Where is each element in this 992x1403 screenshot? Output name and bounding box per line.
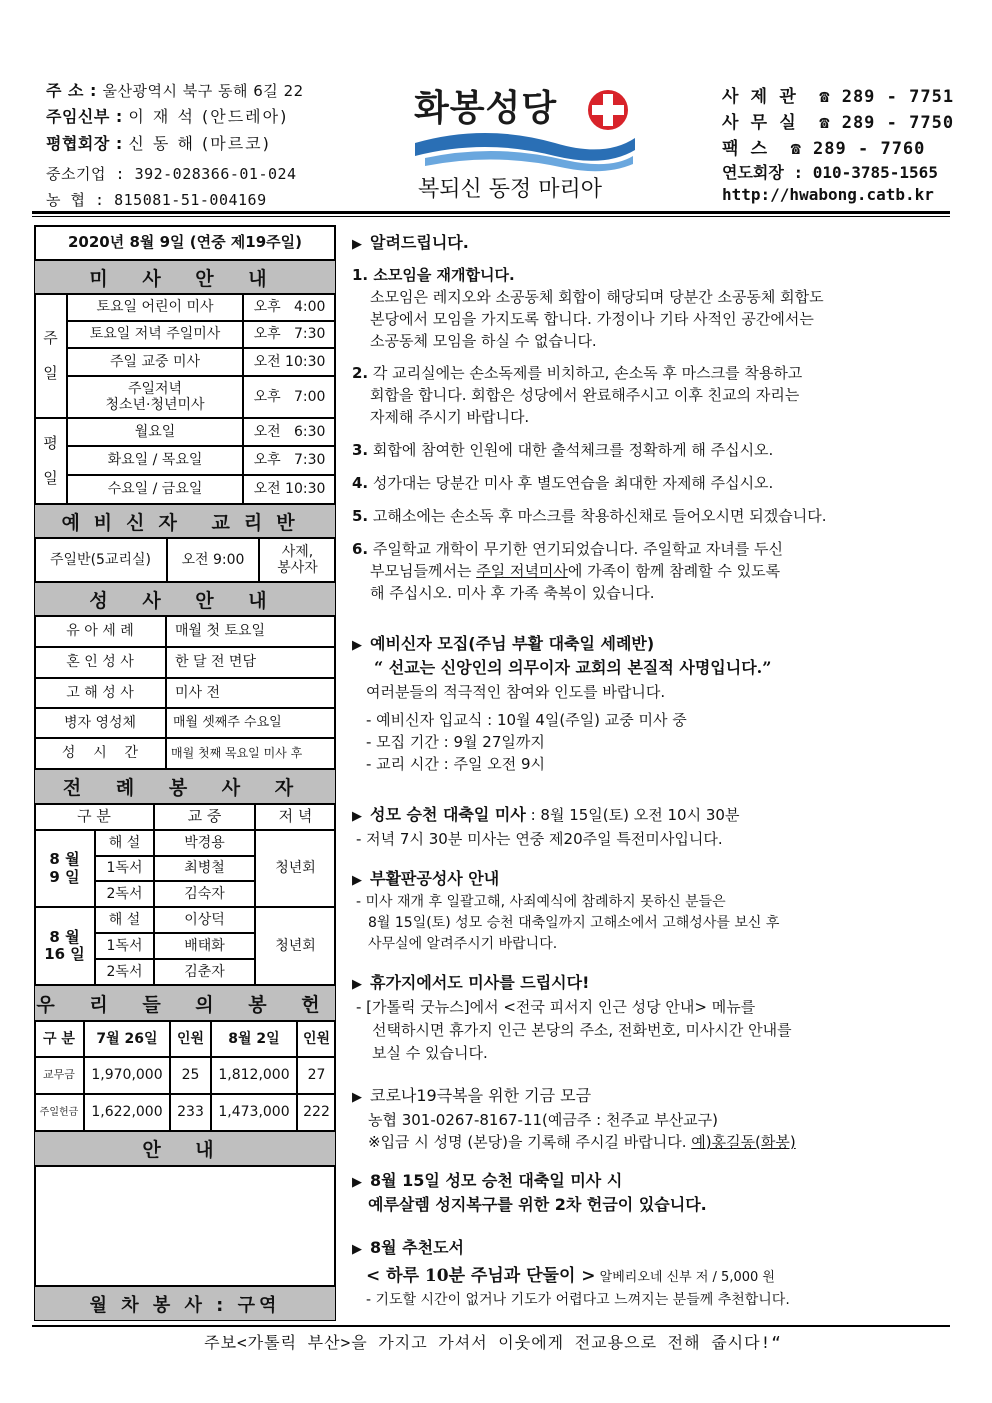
bank1-label: 중소기업 : — [46, 165, 126, 183]
collection-title: 8월 15일 성모 승천 대축일 미사 시 — [370, 1171, 623, 1190]
collection-section — [352, 1170, 942, 1216]
announce-item-4 — [352, 472, 932, 494]
recruit-quote: “ 선교는 신앙인의 의무이자 교회의 본질적 사명입니다.” — [374, 658, 772, 677]
assumption-section — [352, 804, 942, 850]
triangle-bullet-icon: ▶ — [352, 1175, 362, 1190]
triangle-bullet-icon: ▶ — [352, 1090, 362, 1105]
book-name: < 하루 10분 주님과 단둘이 > — [366, 1266, 596, 1286]
sacrament-value: 미사 전 — [166, 678, 336, 708]
contact-phone: ☎ 289 - 7751 — [819, 87, 955, 107]
pastor-line — [46, 104, 288, 127]
contact-fax — [722, 134, 925, 159]
recruit-line: 여러분들의 적극적인 참여와 인도를 바랍니다. — [366, 683, 666, 701]
announce-item-6 — [352, 538, 932, 560]
liturgy-role: 해 설 — [95, 907, 154, 933]
patron-name: 복되신 동정 마리아 — [418, 177, 603, 202]
confession-line: - 미사 재개 후 일괄고해, 사죄예식에 참례하지 못하신 분들은 — [356, 894, 726, 910]
recruit-line: - 모집 기간 : 9월 27일까지 — [366, 733, 545, 751]
mass-name: 토요일 어린이 미사 — [67, 294, 243, 321]
liturgy-person: 최병철 — [154, 856, 255, 881]
vacation-title: 휴가지에서도 미사를 드립시다! — [370, 973, 590, 992]
triangle-bullet-icon: ▶ — [352, 638, 362, 653]
offering-cell: 233 — [170, 1094, 211, 1131]
offering-cell: 1,812,000 — [211, 1057, 297, 1094]
bank1-value: 392-028366-01-024 — [134, 165, 297, 183]
liturgy-role: 1독서 — [95, 856, 154, 881]
sacrament-value: 매월 셋째주 수요일 — [166, 708, 336, 738]
item-line: 주일학교 개학이 무기한 연기되었습니다. 주일학교 자녀를 두신 — [372, 540, 784, 558]
liturgy-role: 1독서 — [95, 933, 154, 959]
item-line: 각 교리실에는 손소독제를 비치하고, 손소독 후 마스크를 착용하고 — [372, 364, 803, 382]
address-label: 주 소 : — [46, 81, 97, 100]
announce-item-3 — [352, 439, 932, 461]
item-number: 1. — [352, 266, 369, 284]
item-line: 본당에서 모임을 가지도록 합니다. 가정이나 기타 사적인 공간에서는 — [370, 310, 814, 328]
pastor-value: 이 재 석 (안드레아) — [128, 107, 289, 126]
item-line: 소모임을 재개합니다. — [373, 266, 515, 284]
council-label: 평협회장 : — [46, 134, 123, 153]
mass-name: 주일저녁 청소년·청년미사 — [67, 376, 243, 418]
bank2-label: 농 협 : — [46, 191, 105, 209]
item-line: 자제해 주시기 바랍니다. — [370, 408, 530, 426]
mass-name: 월요일 — [67, 418, 243, 446]
announce-item-5 — [352, 505, 932, 527]
triangle-bullet-icon: ▶ — [352, 977, 362, 992]
item-line: 회합을 합니다. 회합은 성당에서 완료해주시고 이후 친교의 자리는 — [370, 386, 800, 404]
notice-box — [34, 1166, 336, 1286]
book-line: - 기도할 시간이 없거나 기도가 어렵다고 느껴지는 분들께 추천합니다. — [366, 1292, 790, 1308]
header-rule-thick — [32, 211, 950, 214]
book-title: 8월 추천도서 — [370, 1238, 464, 1257]
sacrament-name: 유 아 세 례 — [34, 616, 166, 647]
website-url[interactable]: http://hwabong.catb.kr — [722, 185, 934, 204]
monthly-service: 월 차 봉 사 : 구역 — [34, 1286, 336, 1321]
notice-section-title: 안 내 — [34, 1131, 336, 1166]
offering-header: 7월 26일 — [84, 1021, 170, 1057]
liturgy-section-title: 전 례 봉 사 자 — [34, 769, 336, 804]
corona-title: 코로나19극복을 위한 기금 모금 — [370, 1086, 592, 1105]
mass-time: 오후 7:30 — [243, 446, 336, 475]
date-line: 2020년 8월 9일 (연중 제19주일) — [34, 225, 336, 260]
recruit-line: - 예비신자 입교식 : 10월 4일(주일) 교중 미사 중 — [366, 711, 687, 729]
contact-phone: ☎ 289 - 7760 — [790, 139, 926, 159]
church-name: 화봉성당 — [414, 88, 558, 129]
footer-text: 주보<가톨릭 부산>을 가지고 가셔서 이웃에게 전교용으로 전해 줍시다!“ — [204, 1333, 782, 1352]
offering-cell: 27 — [297, 1057, 336, 1094]
mass-name: 화요일 / 목요일 — [67, 446, 243, 475]
assumption-detail: : 8월 15일(토) 오전 10시 30분 — [525, 806, 740, 824]
liturgy-role: 2독서 — [95, 959, 154, 985]
council-value: 신 동 해 (마르코) — [128, 134, 271, 153]
vacation-line: - [가톨릭 굿뉴스]에서 <전국 피서지 인근 성당 안내> 메뉴를 — [356, 998, 756, 1016]
sacrament-section-title: 성 사 안 내 — [34, 582, 336, 616]
recruit-section — [352, 633, 942, 775]
contact-rectory — [722, 82, 954, 107]
liturgy-evening: 청년회 — [255, 830, 336, 907]
council-line — [46, 131, 271, 154]
announce-title: 알려드립니다. — [370, 233, 469, 252]
recruit-title: 예비신자 모집(주님 부활 대축일 세례반) — [370, 634, 655, 653]
sacrament-name: 성 시 간 — [34, 738, 166, 769]
mass-time: 오후 4:00 — [243, 294, 336, 321]
liturgy-role: 2독서 — [95, 881, 154, 907]
item-number: 2. — [352, 364, 369, 382]
item-line: 회합에 참여한 인원에 대한 출석체크를 정확하게 해 주십시오. — [372, 441, 774, 459]
sacrament-value: 매월 첫째 목요일 미사 후 — [166, 738, 336, 769]
book-section — [352, 1237, 942, 1311]
triangle-bullet-icon: ▶ — [352, 809, 362, 824]
catechumen-time: 오전 9:00 — [167, 538, 259, 582]
address-value: 울산광역시 북구 동해 6길 22 — [102, 82, 304, 100]
sacrament-value: 한 달 전 면담 — [166, 647, 336, 678]
liturgy-role: 해 설 — [95, 830, 154, 856]
liturgy-header: 저 녁 — [255, 804, 336, 830]
sacrament-name: 고 해 성 사 — [34, 678, 166, 708]
offering-cell: 1,622,000 — [84, 1094, 170, 1131]
mass-name: 토요일 저녁 주일미사 — [67, 321, 243, 348]
corona-example: 예)홍길동(화봉) — [691, 1133, 796, 1151]
offering-cell: 1,473,000 — [211, 1094, 297, 1131]
mass-name: 주일 교중 미사 — [67, 348, 243, 376]
contact-label: 사 제 관 — [722, 87, 797, 107]
offering-cell: 교무금 — [34, 1057, 84, 1094]
item-number: 6. — [352, 540, 369, 558]
recruit-line: - 교리 시간 : 주일 오전 9시 — [366, 755, 546, 773]
liturgy-person: 이상덕 — [154, 907, 255, 933]
announcements — [352, 232, 932, 604]
offering-header: 인원 — [170, 1021, 211, 1057]
triangle-bullet-icon: ▶ — [352, 237, 362, 252]
weekday-label: 평 일 — [34, 418, 67, 504]
mass-time: 오후 7:00 — [243, 376, 336, 418]
mass-section-title: 미 사 안 내 — [34, 260, 336, 294]
header-rule-thin — [32, 216, 950, 217]
mass-time: 오전 10:30 — [243, 348, 336, 376]
liturgy-evening: 청년회 — [255, 907, 336, 985]
corona-section — [352, 1085, 942, 1153]
liturgy-header: 교 중 — [154, 804, 255, 830]
offering-cell: 주일헌금 — [34, 1094, 84, 1131]
offering-header: 인원 — [297, 1021, 336, 1057]
pastor-label: 주임신부 : — [46, 107, 123, 126]
item-text: 에 가족이 함께 참례할 수 있도록 — [567, 562, 781, 580]
triangle-bullet-icon: ▶ — [352, 873, 362, 888]
corona-account: 농협 301-0267-8167-11(예금주 : 천주교 부산교구) — [368, 1111, 719, 1129]
liturgy-header: 구 분 — [34, 804, 154, 830]
bank2-line — [46, 189, 267, 210]
liturgy-person: 박경용 — [154, 830, 255, 856]
offering-header: 구 분 — [34, 1021, 84, 1057]
assumption-title: 성모 승천 대축일 미사 — [370, 805, 526, 824]
catechumen-class: 주일반(5교리실) — [34, 538, 167, 582]
sacrament-name: 병자 영성체 — [34, 708, 166, 738]
liturgy-person: 김춘자 — [154, 959, 255, 985]
sacrament-value: 매월 첫 토요일 — [166, 616, 336, 647]
offering-cell: 25 — [170, 1057, 211, 1094]
bank2-value: 815081-51-004169 — [114, 191, 267, 209]
item-line: 성가대는 당분간 미사 후 별도연습을 최대한 자제해 주십시오. — [372, 474, 774, 492]
mass-name: 수요일 / 금요일 — [67, 475, 243, 504]
bank1-line — [46, 163, 297, 184]
confession-line: 사무실에 알려주시기 바랍니다. — [368, 936, 558, 952]
item-underlined: 주일 저녁미사 — [476, 562, 568, 580]
offering-section-title: 우 리 들 의 봉 헌 — [34, 985, 336, 1021]
catechumen-teacher: 사제, 봉사자 — [259, 538, 336, 582]
vacation-line: 보실 수 있습니다. — [372, 1044, 488, 1062]
item-line — [352, 560, 932, 582]
liturgy-person: 김숙자 — [154, 881, 255, 907]
yeondo-contact: 연도회장 : 010-3785-1565 — [722, 163, 938, 182]
sunday-label: 주 일 — [34, 294, 67, 418]
assumption-line: - 저녁 7시 30분 미사는 연중 제20주일 특전미사입니다. — [356, 830, 723, 848]
contact-phone: ☎ 289 - 7750 — [819, 113, 955, 133]
item-number: 5. — [352, 507, 369, 525]
offering-cell: 222 — [297, 1094, 336, 1131]
contact-label: 팩 스 — [722, 139, 769, 159]
item-line: 소공동체 모임을 하실 수 없습니다. — [370, 332, 597, 350]
liturgy-person: 배태화 — [154, 933, 255, 959]
triangle-bullet-icon: ▶ — [352, 1242, 362, 1257]
vacation-section — [352, 972, 942, 1065]
vacation-line: 선택하시면 휴가지 인근 본당의 주소, 전화번호, 미사시간 안내를 — [372, 1021, 792, 1039]
item-line: 고해소에는 손소독 후 마스크를 착용하신채로 들어오시면 되겠습니다. — [372, 507, 827, 525]
item-line: 소모임은 레지오와 소공동체 회합이 해당되며 당분간 소공동체 회합도 — [370, 288, 824, 306]
item-line: 해 주십시오. 미사 후 가족 축복이 있습니다. — [370, 584, 655, 602]
item-text: 부모님들께서는 — [370, 562, 477, 580]
mass-time: 오전 6:30 — [243, 418, 336, 446]
liturgy-date: 8 월 9 일 — [34, 830, 95, 907]
confession-section — [352, 868, 942, 955]
collection-line: 예루살렘 성지복구를 위한 2차 헌금이 있습니다. — [368, 1195, 707, 1214]
announce-item-2 — [352, 362, 932, 384]
announce-item-1 — [352, 264, 932, 286]
catechumen-section-title: 예비신자 교리반 — [34, 504, 336, 538]
item-number: 4. — [352, 474, 369, 492]
offering-cell: 1,970,000 — [84, 1057, 170, 1094]
liturgy-date: 8 월 16 일 — [34, 907, 95, 985]
item-number: 3. — [352, 441, 369, 459]
address-line — [46, 78, 304, 101]
mass-time: 오전 10:30 — [243, 475, 336, 504]
contact-office — [722, 108, 954, 133]
offering-header: 8월 2일 — [211, 1021, 297, 1057]
confession-line: 8월 15일(토) 성모 승천 대축일까지 고해소에서 고해성사를 보신 후 — [368, 915, 780, 931]
mass-time: 오후 7:30 — [243, 321, 336, 348]
footer-rule — [32, 1325, 950, 1327]
corona-note: ※입금 시 성명 (본당)을 기록해 주시길 바랍니다. — [368, 1133, 692, 1151]
confession-title: 부활판공성사 안내 — [370, 869, 500, 888]
contact-label: 사 무 실 — [722, 113, 797, 133]
sacrament-name: 혼 인 성 사 — [34, 647, 166, 678]
book-info: 알베리오네 신부 저 / 5,000 원 — [595, 1270, 775, 1285]
